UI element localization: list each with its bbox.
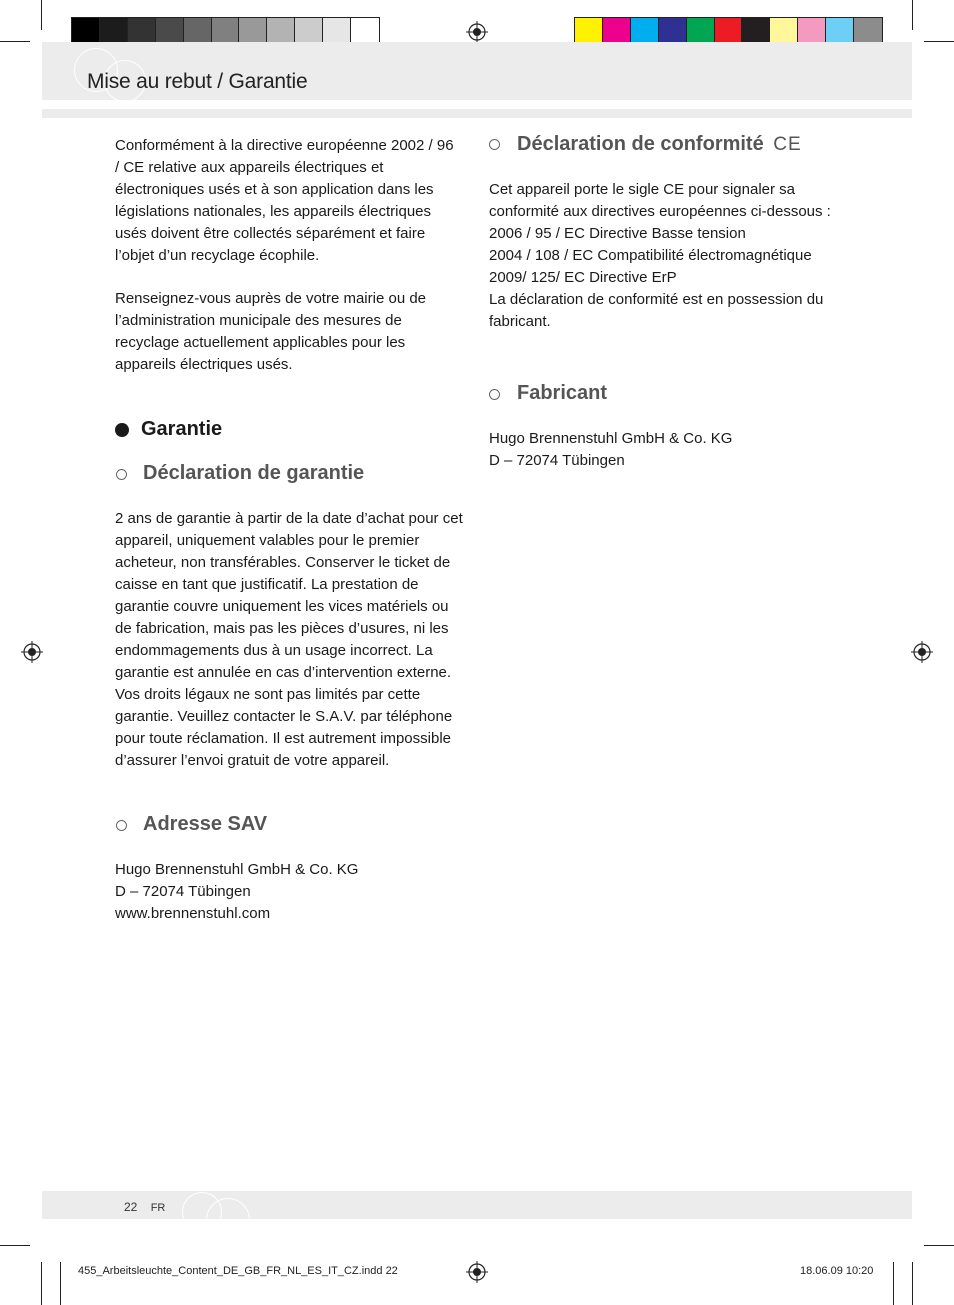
language-code: FR — [150, 1202, 166, 1214]
crop-mark — [924, 41, 954, 42]
garantie-heading: Garantie — [141, 418, 223, 440]
declaration-heading: Déclaration de garantie — [143, 462, 365, 484]
conformite-line: 2004 / 108 / EC Compatibilité électromagnétique — [489, 247, 812, 264]
conformite-heading-text: Déclaration de conformité — [517, 133, 764, 155]
color-swatch — [575, 18, 603, 45]
header-rule — [42, 109, 912, 118]
page-number: 22 — [124, 1200, 138, 1214]
fabricant-line: D – 72074 Tübingen — [489, 452, 625, 469]
registration-mark-icon — [466, 21, 488, 43]
color-swatch — [212, 18, 240, 45]
conformite-line: 2009/ 125/ EC Directive ErP — [489, 269, 677, 286]
color-swatch — [267, 18, 295, 45]
filled-bullet-icon — [115, 423, 129, 437]
sav-address — [115, 859, 358, 925]
footer-band — [42, 1191, 912, 1219]
decorative-circle — [206, 1198, 250, 1242]
registration-mark-icon — [466, 1261, 488, 1283]
ce-mark-icon: CE — [773, 134, 802, 155]
color-swatch — [659, 18, 687, 45]
conformite-heading — [517, 133, 802, 156]
crop-mark — [60, 1262, 61, 1305]
crop-mark — [41, 0, 42, 30]
footer-page-info — [124, 1200, 165, 1214]
conformite-line: 2006 / 95 / EC Directive Basse tension — [489, 225, 746, 242]
color-swatch — [295, 18, 323, 45]
color-swatch — [826, 18, 854, 45]
color-swatch — [854, 18, 882, 45]
slug-filename: 455_Arbeitsleuchte_Content_DE_GB_FR_NL_ES_IT_CZ.indd 22 — [78, 1265, 398, 1277]
sav-website-link[interactable]: www.brennenstuhl.com — [115, 905, 271, 922]
fabricant-address — [489, 428, 732, 472]
color-swatch — [770, 18, 798, 45]
crop-mark — [893, 1262, 894, 1305]
color-swatch — [715, 18, 743, 45]
fabricant-heading: Fabricant — [517, 382, 608, 404]
crop-mark — [912, 0, 913, 30]
crop-mark — [41, 1262, 42, 1305]
color-swatch — [603, 18, 631, 45]
slug-datetime: 18.06.09 10:20 — [800, 1265, 874, 1277]
registration-mark-icon — [21, 641, 43, 663]
info-paragraph: Renseignez-vous auprès de votre mairie ou de l’administration municipale des mesures de recyclage actuellement applicables pour les appareils électriques usés. — [115, 290, 427, 373]
color-swatch — [72, 18, 100, 45]
crop-mark — [912, 1262, 913, 1305]
color-swatch — [239, 18, 267, 45]
color-swatch — [798, 18, 826, 45]
sav-line: D – 72074 Tübingen — [115, 883, 251, 900]
crop-mark — [0, 41, 30, 42]
page-title: Mise au rebut / Garantie — [87, 70, 308, 93]
conformite-text — [489, 179, 839, 333]
open-bullet-icon — [489, 389, 500, 400]
open-bullet-icon — [116, 469, 127, 480]
open-bullet-icon — [116, 820, 127, 831]
intro-paragraph: Conformément à la directive européenne 2002 / 96 / CE relative aux appareils électriques et électroniques usés et à son application dans les législations nationales, les appareils électriques usés doivent être collectés séparément et faire l’objet d’un recyclage écophile. — [115, 137, 454, 264]
color-swatch — [351, 18, 379, 45]
color-swatch — [631, 18, 659, 45]
open-bullet-icon — [489, 139, 500, 150]
color-swatch — [128, 18, 156, 45]
color-swatch — [323, 18, 351, 45]
crop-mark — [0, 1245, 30, 1246]
registration-mark-icon — [911, 641, 933, 663]
declaration-text: 2 ans de garantie à partir de la date d’achat pour cet appareil, uniquement valables pour le premier acheteur, non transférables. Conserver le ticket de caisse en tant que justificatif. La prestation de garantie couvre uniquement les vices matériels ou de fabrication, mais pas les pièces d’usures, ni les endommagements dus à un usage incorrect. La garantie est annulée en cas d’intervention externe. Vos droits légaux ne sont pas limités par cette garantie. Veuillez contacter le S.A.V. par téléphone pour toute réclamation. Il est autrement impossible d’assurer l’envoi gratuit de votre appareil. — [115, 510, 463, 769]
color-swatch — [687, 18, 715, 45]
crop-mark — [924, 1245, 954, 1246]
color-swatch — [184, 18, 212, 45]
sav-line: Hugo Brennenstuhl GmbH & Co. KG — [115, 861, 359, 878]
color-swatch — [156, 18, 184, 45]
fabricant-line: Hugo Brennenstuhl GmbH & Co. KG — [489, 430, 733, 447]
color-swatch — [100, 18, 128, 45]
conformite-line: La déclaration de conformité est en possession du fabricant. — [489, 291, 824, 330]
color-swatch — [742, 18, 770, 45]
sav-heading: Adresse SAV — [143, 813, 268, 835]
conformite-line: Cet appareil porte le sigle CE pour signaler sa conformité aux directives européennes ci-dessous : — [489, 181, 831, 220]
